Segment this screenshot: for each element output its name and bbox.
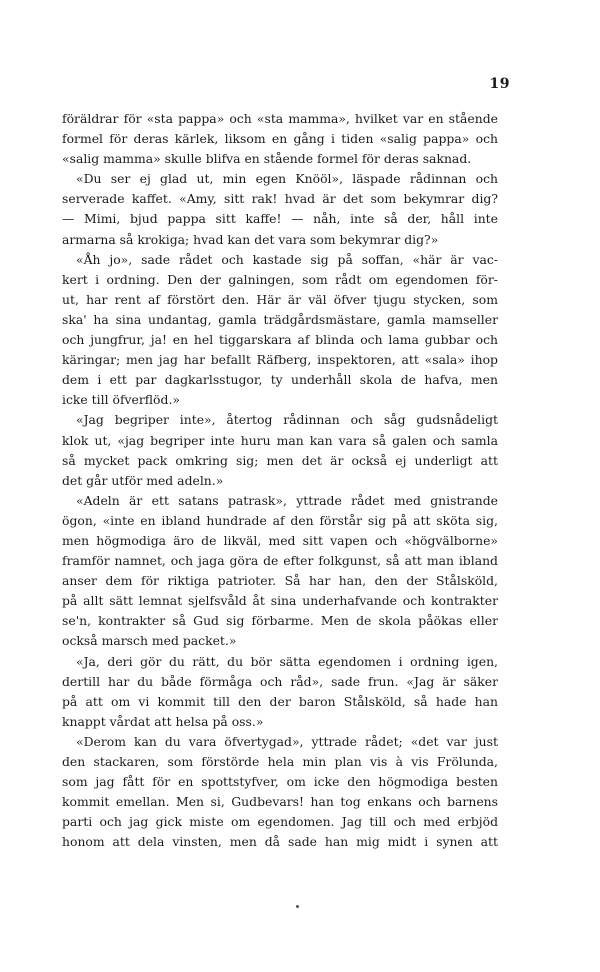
text-line: också marsch med packet.» <box>62 633 237 649</box>
text-line: ska' ha sina undantag, gamla trädgårdsmästare, gamla mamseller <box>62 311 498 327</box>
print-speck <box>296 905 299 908</box>
text-line: som jag fått för en spottstyfver, om icke den högmodiga besten <box>62 774 498 790</box>
text-line: «Adeln är ett satans patrask», yttrade rådet med gnistrande <box>76 492 498 508</box>
text-line: «Du ser ej glad ut, min egen Knööl», läspade rådinnan och <box>76 171 498 187</box>
text-line: dertill har du både förmåga och råd», sade frun. «Jag är säker <box>62 673 498 689</box>
text-line: framför namnet, och jaga göra de efter folkgunst, så att man ibland <box>62 553 498 569</box>
text-line: anser dem för riktiga patrioter. Så har han, den der Stålsköld, <box>62 573 498 589</box>
text-line: det går utför med adeln.» <box>62 472 224 488</box>
text-line: ut, har rent af förstört den. Här är väl öfver tjugu stycken, som <box>62 291 498 307</box>
text-line: — Mimi, bjud pappa sitt kaffe! — nåh, inte så der, håll inte <box>62 211 498 227</box>
text-line: serverade kaffet. «Amy, sitt rak! hvad är det som bekymrar dig? <box>62 191 498 207</box>
text-line: se'n, kontrakter så Gud sig förbarme. Men de skola påökas eller <box>62 613 498 629</box>
text-line: den stackaren, som förstörde hela min plan vis à vis Frölunda, <box>62 754 498 769</box>
text-line: ögon, «inte en ibland hundrade af den förstår sig på att sköta sig, <box>62 512 498 528</box>
text-line: «Derom kan du vara öfvertygad», yttrade rådet; «det var just <box>76 733 498 749</box>
page-number: 19 <box>489 76 510 92</box>
text-line: «Jag begriper inte», återtog rådinnan och såg gudsnådeligt <box>76 412 498 428</box>
text-line: käringar; men jag har befallt Räfberg, inspektoren, att «sala» ihop <box>62 352 498 368</box>
text-line: parti och jag gick miste om egendomen. Jag till och med erbjöd <box>62 814 498 830</box>
text-line: «salig mamma» skulle blifva en stående formel för deras saknad. <box>62 151 472 167</box>
text-line: «Åh jo», sade rådet och kastade sig på soffan, «här är vac- <box>76 251 498 267</box>
text-line: och jungfrur, ja! en hel tiggarskara af blinda och lama gubbar och <box>62 332 498 348</box>
text-line: formel för deras kärlek, liksom en gång i tiden «salig pappa» och <box>62 131 498 147</box>
text-line: kert i ordning. Den der galningen, som rådt om egendomen för- <box>62 271 498 287</box>
text-line: på att om vi kommit till den der baron Stålsköld, så hade han <box>62 693 498 709</box>
text-line: honom att dela vinsten, men då sade han mig midt i synen att <box>62 834 498 850</box>
text-line: kommit emellan. Men si, Gudbevars! han tog enkans och barnens <box>62 794 498 810</box>
text-line: icke till öfverflöd.» <box>62 392 180 408</box>
text-line: armarna så krokiga; hvad kan det vara som bekymrar dig?» <box>62 231 439 247</box>
text-line: så mycket pack omkring sig; men det är också ej underligt att <box>62 452 498 468</box>
text-line: men högmodiga äro de likväl, med sitt vapen och «högvälborne» <box>62 532 498 548</box>
text-line: på allt sätt lemnat sjelfsvåld åt sina underhafvande och kontrakter <box>62 593 498 609</box>
text-line: dem i ett par dagkarlsstugor, ty underhåll skola de hafva, men <box>62 372 498 388</box>
text-line: klok ut, «jag begriper inte huru man kan vara så galen och samla <box>62 432 498 448</box>
text-line: föräldrar för «sta pappa» och «sta mamma», hvilket var en stående <box>62 111 498 126</box>
text-line: «Ja, deri gör du rätt, du bör sätta egendomen i ordning igen, <box>76 653 498 669</box>
body-text <box>62 109 498 852</box>
text-line: knappt vårdat att helsa på oss.» <box>62 713 264 729</box>
